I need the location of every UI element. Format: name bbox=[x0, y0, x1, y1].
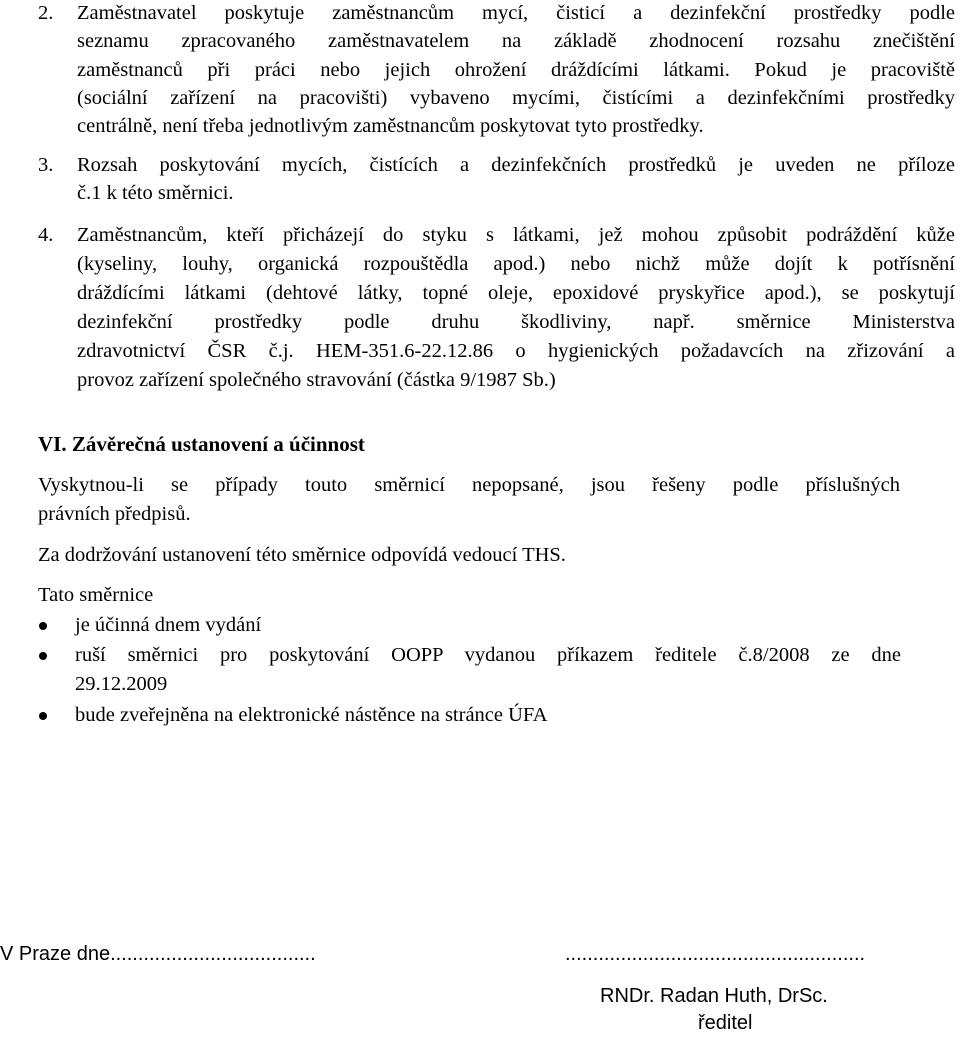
place-date-line: V Praze dne..................................... bbox=[0, 943, 316, 965]
paragraph-line: Rozsah poskytování mycích, čistících a dezinfekčních prostředků je uveden ne příloze bbox=[77, 154, 955, 176]
paragraph-line: dráždícími látkami (dehtové látky, topné oleje, epoxidové pryskyřice apod.), se poskytují bbox=[77, 282, 955, 304]
paragraph-line: právních předpisů. bbox=[38, 503, 191, 525]
paragraph-line: zaměstnanců při práci nebo jejich ohrožení dráždícími látkami. Pokud je pracoviště bbox=[77, 59, 955, 81]
paragraph-line: Zaměstnancům, kteří přicházejí do styku s látkami, jež mohou způsobit podráždění kůže bbox=[77, 224, 955, 246]
bullet-text: 29.12.2009 bbox=[75, 673, 168, 695]
bullet-icon bbox=[39, 652, 47, 660]
paragraph-line: (sociální zařízení na pracovišti) vybaveno mycími, čistícími a dezinfekčními prostředky bbox=[77, 87, 955, 109]
paragraph-line: Tato směrnice bbox=[38, 584, 154, 606]
bullet-icon bbox=[39, 712, 47, 720]
paragraph-line: (kyseliny, louhy, organická rozpouštědla apod.) nebo nichž může dojít k potřísnění bbox=[77, 253, 955, 275]
paragraph-line: seznamu zpracovaného zaměstnavatelem na základě zhodnocení rozsahu znečištění bbox=[77, 30, 955, 52]
paragraph-line: č.1 k této směrnici. bbox=[77, 182, 234, 204]
item-number: 3. bbox=[38, 154, 54, 176]
paragraph-line: dezinfekční prostředky podle druhu škodliviny, např. směrnice Ministerstva bbox=[77, 311, 955, 333]
paragraph-line: Vyskytnou-li se případy touto směrnicí nepopsané, jsou řešeny podle příslušných bbox=[38, 474, 900, 496]
paragraph-line: provoz zařízení společného stravování (částka 9/1987 Sb.) bbox=[77, 369, 556, 391]
signatory-name: RNDr. Radan Huth, DrSc. bbox=[600, 985, 828, 1007]
bullet-text: ruší směrnici pro poskytování OOPP vydanou příkazem ředitele č.8/2008 ze dne bbox=[75, 644, 901, 666]
paragraph-line: zdravotnictví ČSR č.j. HEM-351.6-22.12.86 o hygienických požadavcích na zřizování a bbox=[77, 340, 955, 362]
bullet-text: je účinná dnem vydání bbox=[75, 614, 262, 636]
signature-dots: ...................................................... bbox=[565, 943, 866, 965]
paragraph-line: Za dodržování ustanovení této směrnice odpovídá vedoucí THS. bbox=[38, 544, 566, 566]
paragraph-line: centrálně, není třeba jednotlivým zaměstnancům poskytovat tyto prostředky. bbox=[77, 115, 704, 137]
signatory-title: ředitel bbox=[698, 1012, 753, 1034]
item-number: 4. bbox=[38, 224, 54, 246]
section-heading: VI. Závěrečná ustanovení a účinnost bbox=[38, 432, 365, 456]
paragraph-line: Zaměstnavatel poskytuje zaměstnancům mycí, čisticí a dezinfekční prostředky podle bbox=[77, 2, 955, 24]
bullet-text: bude zveřejněna na elektronické nástěnce na stránce ÚFA bbox=[75, 704, 548, 726]
bullet-icon bbox=[39, 622, 47, 630]
item-number: 2. bbox=[38, 2, 54, 24]
